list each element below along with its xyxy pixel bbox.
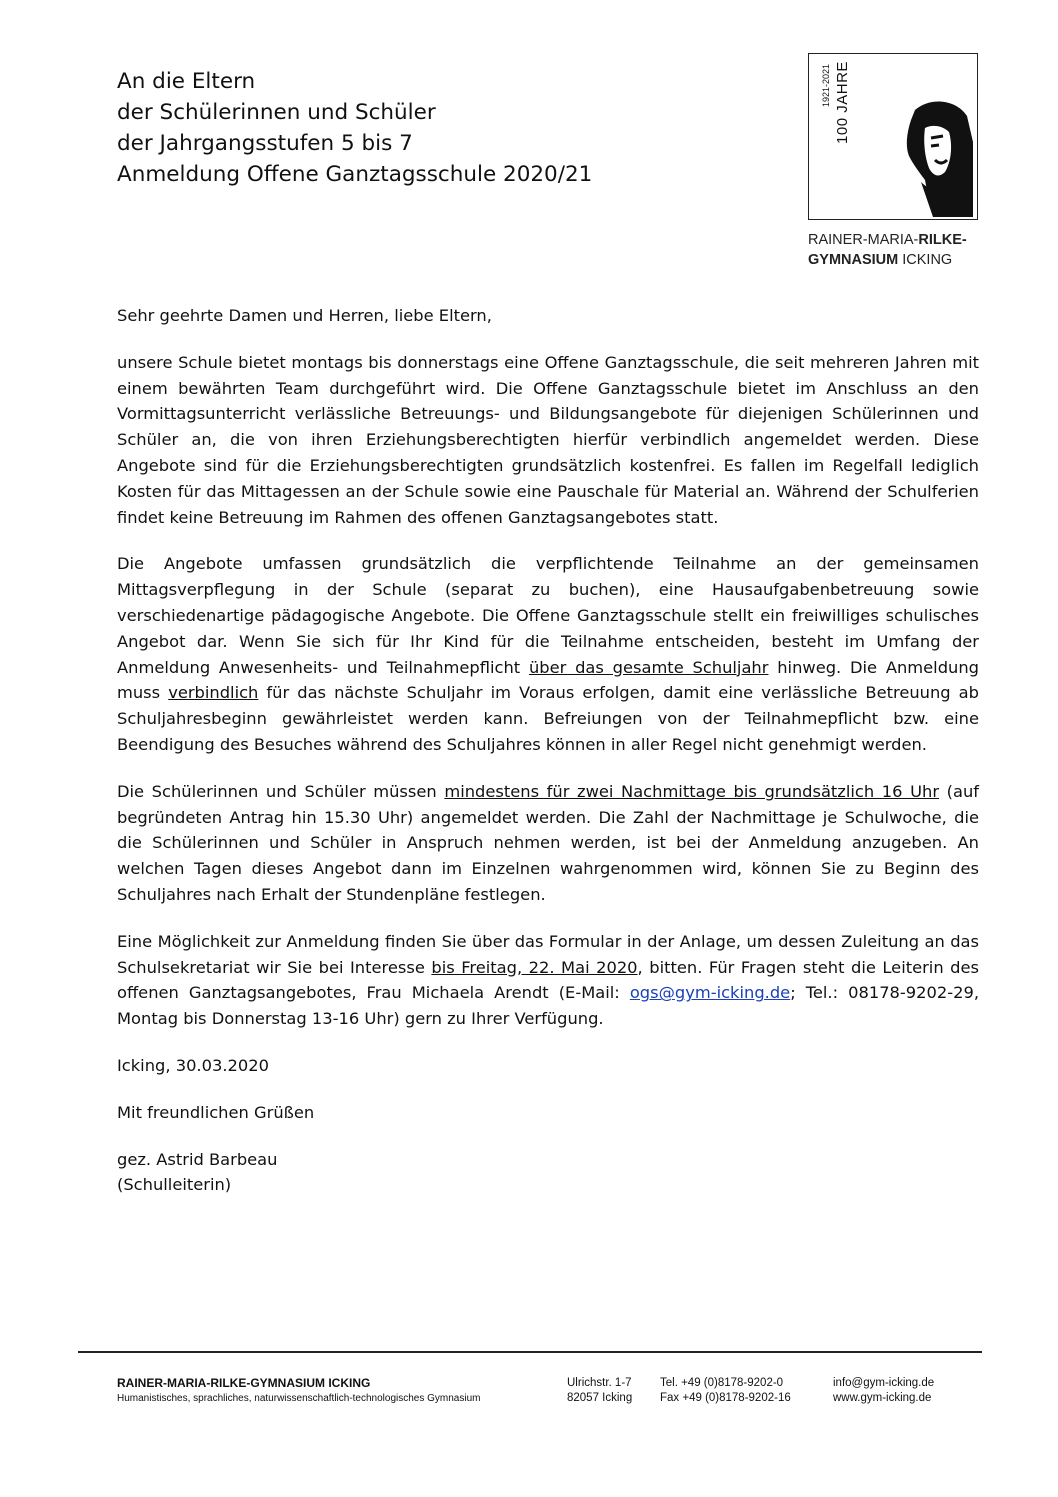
- paragraph-4: Eine Möglichkeit zur Anmeldung finden Sie über das Formular in der Anlage, um dessen Zuleitung an das Schulsekretariat wir Sie bei Interesse bis Freitag, 22. Mai 2020, bitten. Für Fragen steht die Leiterin des offenen Ganztagsangebotes, Frau Michaela Arendt (E-Mail: ogs@gym-icking.de; Tel.: 08178-9202-29, Montag bis Donnerstag 13-16 Uhr) gern zu Ihrer Verfügung.: [117, 931, 979, 1029]
- signature: gez. Astrid Barbeau: [117, 1149, 278, 1169]
- letter-body: [117, 303, 979, 1219]
- logo-anniversary-text: 100 JAHRE: [833, 61, 851, 144]
- closing: Mit freundlichen Grüßen: [117, 1102, 315, 1122]
- footer-school: RAINER-MARIA-RILKE-GYMNASIUM ICKING Humanistisches, sprachliches, naturwissenschaftlich-technologisches Gymnasium: [117, 1376, 481, 1404]
- paragraph-1: unsere Schule bietet montags bis donnerstags eine Offene Ganztagsschule, die seit mehreren Jahren mit einem bewährten Team durchgeführt wird. Die Offene Ganztagsschule bietet im Anschluss an den Vormittagsunterricht verlässliche Betreuungs- und Bildungsangebote für diejenigen Schülerinnen und Schüler an, die von ihren Erziehungsberechtigten hierfür verbindlich angemeldet werden. Diese Angebote sind für die Erziehungsberechtigten grundsätzlich kostenfrei. Es fallen im Regelfall lediglich Kosten für das Mittagessen an der Schule sowie eine Pauschale für Material an. Während der Schulferien findet keine Betreuung im Rahmen des offenen Ganztagsangebotes statt.: [117, 352, 979, 527]
- paragraph-3: Die Schülerinnen und Schüler müssen mindestens für zwei Nachmittage bis grundsätzlich 16 Uhr (auf begründeten Antrag hin 15.30 Uhr) angemeldet werden. Die Zahl der Nachmittage je Schulwoche, die die Schülerinnen und Schüler in Anspruch nehmen werden, ist bei der Anmeldung anzugeben. An welchen Tagen dieses Angebot dann im Einzelnen wahrgenommen wird, können Sie zu Beginn des Schuljahres nach Erhalt der Stundenpläne festlegen.: [117, 781, 980, 904]
- heading-line-2: der Schülerinnen und Schüler: [117, 100, 436, 125]
- footer-contact: [833, 1376, 934, 1406]
- school-logo: [808, 53, 978, 220]
- place-date: Icking, 30.03.2020: [117, 1055, 269, 1075]
- heading-line-4: Anmeldung Offene Ganztagsschule 2020/21: [117, 162, 593, 187]
- footer-address: Ulrichstr. 1-7 82057 Icking: [567, 1377, 633, 1404]
- logo-school-name: RAINER-MARIA-RILKE- GYMNASIUM ICKING: [808, 232, 967, 268]
- paragraph-2: Die Angebote umfassen grundsätzlich die verpflichtende Teilnahme an der gemeinsamen Mittagsverpflegung in der Schule (separat zu buchen), eine Hausaufgabenbetreuung sowie verschiedenartige pädagogische Angebote. Die Offene Ganztagsschule stellt ein freiwilliges schulisches Angebot dar. Wenn Sie sich für Ihr Kind für die Teilnahme entscheiden, besteht im Umfang der Anmeldung Anwesenheits- und Teilnahmepflicht über das gesamte Schuljahr hinweg. Die Anmeldung muss verbindlich für das nächste Schuljahr im Voraus erfolgen, damit eine verlässliche Betreuung ab Schuljahresbeginn gewährleistet werden kann. Befreiungen von der Teilnahmepflicht bzw. eine Beendigung des Besuches während des Schuljahres können in aller Regel nicht genehmigt werden.: [117, 554, 980, 754]
- portrait-icon: [847, 72, 975, 217]
- logo-years: 1921-2021: [821, 64, 831, 108]
- heading-line-3: der Jahrgangsstufen 5 bis 7: [117, 131, 413, 156]
- salutation: Sehr geehrte Damen und Herren, liebe Eltern,: [117, 306, 492, 325]
- footer-divider: [78, 1351, 982, 1353]
- letter-heading: [117, 66, 757, 190]
- signer-role: (Schulleiterin): [117, 1175, 232, 1195]
- heading-line-1: An die Eltern: [117, 69, 256, 94]
- footer-email[interactable]: info@gym-icking.de: [833, 1377, 935, 1389]
- footer-website[interactable]: www.gym-icking.de: [833, 1392, 932, 1404]
- ogs-email-link[interactable]: ogs@gym-icking.de: [629, 983, 791, 1003]
- footer-phone: Tel. +49 (0)8178-9202-0 Fax +49 (0)8178-9202-16: [660, 1377, 791, 1404]
